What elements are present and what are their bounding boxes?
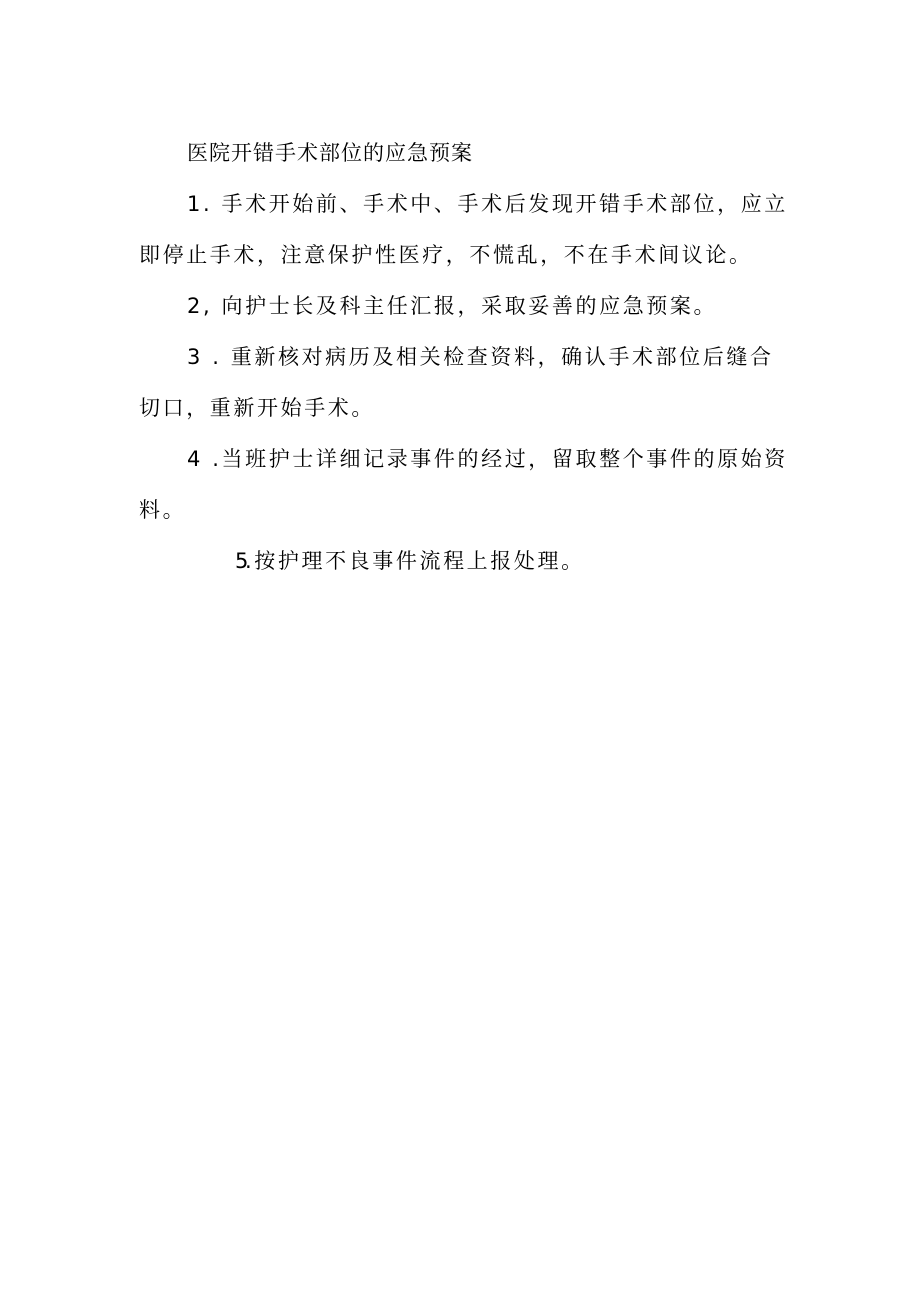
list-item-1: 1. 手术开始前、手术中、手术后发现开错手术部位，应立即停止手术，注意保护性医疗，不慌乱，不在手术间议论。 <box>139 192 788 267</box>
list-item-4: 4 .当班护士详细记录事件的经过，留取整个事件的原始资料。 <box>139 447 788 522</box>
list-item-5 <box>139 536 789 587</box>
list-item-2: 2, 向护士长及科主任汇报，采取妥善的应急预案。 <box>187 294 718 318</box>
list-item-5-text: .按护理不良事件流程上报处理。 <box>245 549 585 573</box>
document-title: 医院开错手术部位的应急预案 <box>187 141 473 165</box>
list-item-5-number: 5 <box>235 549 249 573</box>
document-body <box>139 128 789 587</box>
list-item-3: 3 . 重新核对病历及相关检查资料，确认手术部位后缝合切口，重新开始手术。 <box>139 345 774 420</box>
